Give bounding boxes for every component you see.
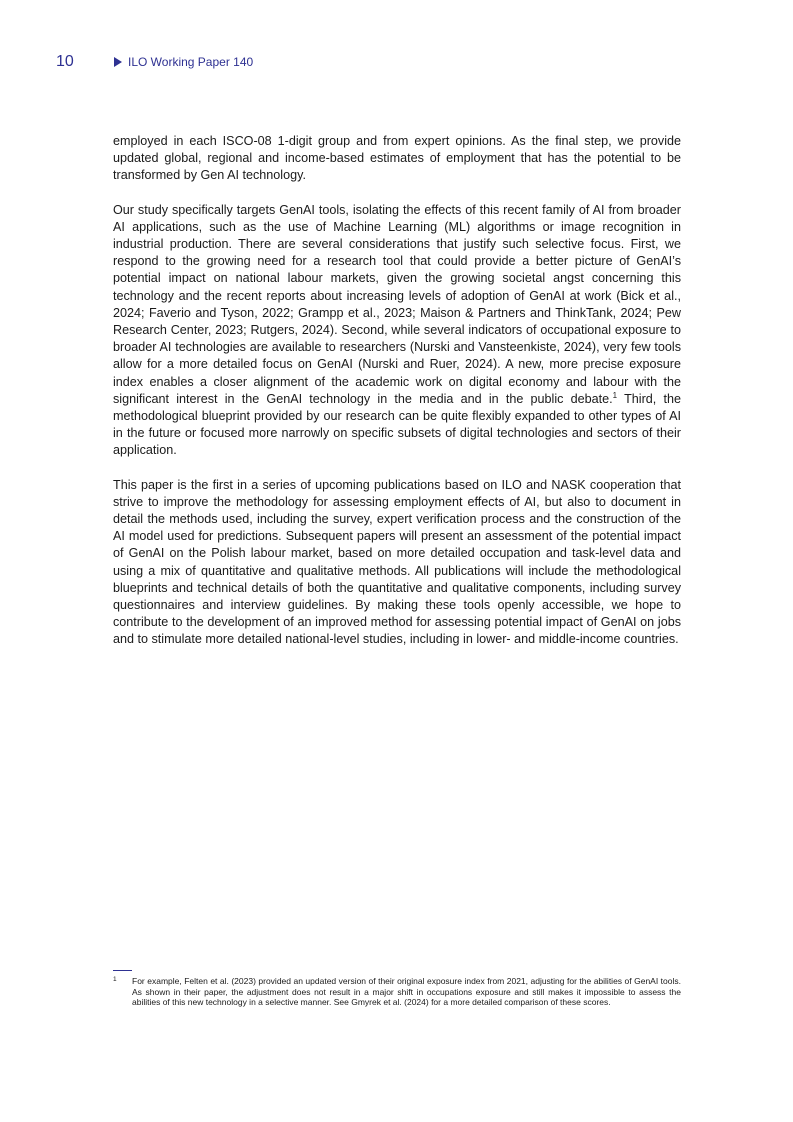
page-header <box>56 53 737 73</box>
paragraph <box>113 202 681 460</box>
footnote-marker: 1 <box>113 976 117 983</box>
footnote-text: For example, Felten et al. (2023) provided an updated version of their original exposure index from 2021, adjusting for the abilities of GenAI tools. As shown in their paper, the adjustment does not result in a major shift in occupations exposure and still makes it impossible to assess the abilities of this new technology in a selective manner. See Gmyrek et al. (2024) for a more detailed comparison of these scores. <box>132 976 681 1008</box>
paragraph: employed in each ISCO-08 1-digit group and from expert opinions. As the final step, we provide updated global, regional and income-based estimates of employment that has the potential to be transformed by Gen AI technology. <box>113 134 681 183</box>
footnote-reference[interactable]: 1 <box>612 390 618 400</box>
triangle-bullet-icon <box>114 57 122 67</box>
footnote <box>113 976 681 1008</box>
running-head <box>114 55 253 69</box>
body-text <box>113 133 681 666</box>
paragraph: This paper is the first in a series of upcoming publications based on ILO and NASK cooperation that strive to improve the methodology for assessing employment effects of AI, but also to document in detail the methods used, including the survey, expert verification process and the construction of the AI model used for predictions. Subsequent papers will present an assessment of the potential impact of GenAI on the Polish labour market, based on more detailed occupation and task-level data and using a mix of quantitative and qualitative methods. All publications will include the methodological blueprints and technical details of both the quantitative and qualitative components, including survey questionnaires and interview guidelines. By making these tools openly accessible, we hope to contribute to the development of an improved method for assessing potential impact of GenAI on jobs and to stimulate more detailed national-level studies, including in lower- and middle-income countries. <box>113 477 681 647</box>
running-title: ILO Working Paper 140 <box>128 55 254 69</box>
page-number: 10 <box>56 53 74 70</box>
paragraph-text: Third, the methodological blueprint provided by our research can be quite flexibly expanded to other types of AI in the future or focused more narrowly on specific subsets of digital technologies and sectors of their application. <box>113 391 681 458</box>
paragraph-text: Our study specifically targets GenAI tools, isolating the effects of this recent family of AI from broader AI applications, such as the use of Machine Learning (ML) algorithms or image recognition in industrial production. There are several considerations that justify such selective focus. First, we respond to the growing need for a research tool that could provide a better picture of GenAI’s potential impact on national labour markets, given the growing societal angst concerning this technology and the recent reports about increasing levels of adoption of GenAI at work (Bick et al., 2024; Faverio and Tyson, 2022; Grampp et al., 2023; Maison & Partners and ThinkTank, 2024; Pew Research Center, 2023; Rutgers, 2024). Second, while several indicators of occupational exposure to broader AI technologies are available to researchers (Nurski and Vansteenkiste, 2024), very few tools allow for a more detailed focus on GenAI (Nurski and Ruer, 2024). A new, more precise exposure index enables a closer alignment of the academic work on digital economy and labour with the significant interest in the GenAI technology in the media and in the public debate. <box>113 202 681 406</box>
footnote-divider <box>113 970 132 971</box>
footnotes <box>113 970 681 1008</box>
